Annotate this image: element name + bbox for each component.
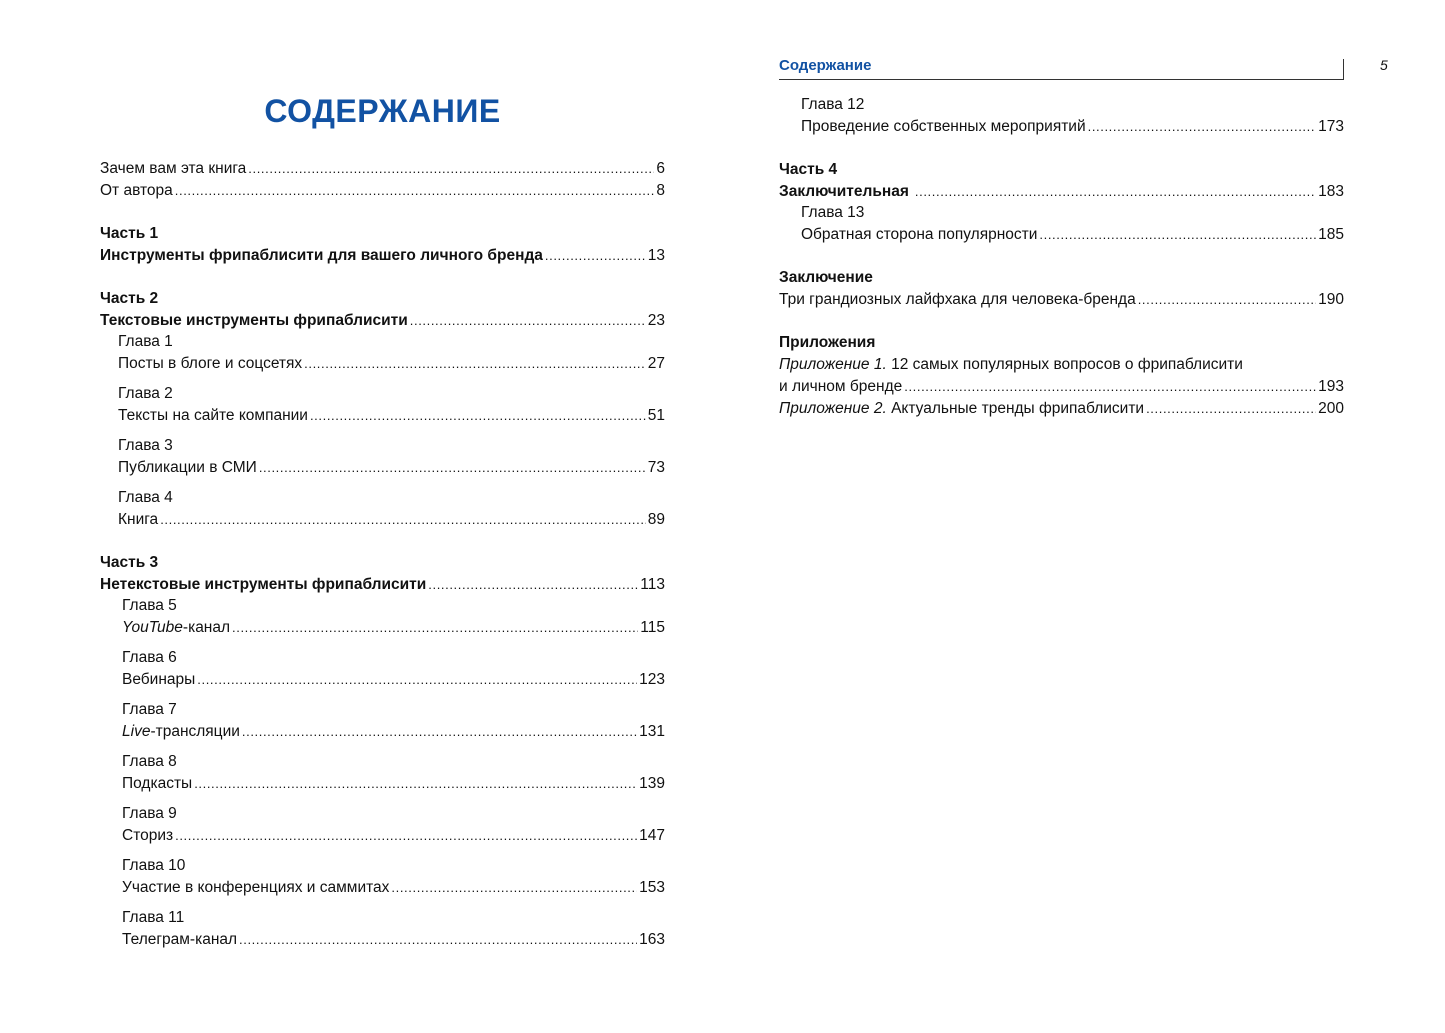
toc-entry-page: 73 (647, 459, 665, 476)
dot-leader (304, 353, 646, 375)
chapter-label-text: Глава 8 (122, 753, 177, 770)
running-head: Содержание (779, 57, 872, 74)
part-label (100, 223, 665, 245)
dot-leader (410, 310, 646, 332)
part-label-text: Часть 2 (100, 290, 159, 307)
dot-leader (428, 574, 638, 596)
toc-entry-page: 139 (639, 775, 665, 792)
toc-entry-appendix2[interactable] (779, 398, 1344, 420)
dot-leader (242, 721, 637, 743)
dot-leader (1039, 224, 1316, 246)
toc-entry-title: Книга (118, 511, 159, 528)
chapter-label (118, 383, 665, 405)
header-rule-tick (1343, 59, 1344, 79)
toc-entry-page: 13 (647, 247, 665, 264)
dot-leader (239, 929, 637, 951)
chapter-label-text: Глава 12 (801, 96, 865, 113)
toc-entry-page: 163 (639, 931, 665, 948)
title-rest: Актуальные тренды фрипаблисити (886, 400, 1145, 417)
toc-entry-page: 183 (1318, 183, 1344, 200)
toc-entry-title: Публикации в СМИ (118, 459, 257, 476)
toc-entry-title: Участие в конференциях и саммитах (122, 879, 390, 896)
part-label (100, 288, 665, 310)
toc-entry-page: 51 (647, 407, 665, 424)
toc-entry-title: Инструменты фрипаблисити для вашего личного бренда (100, 247, 543, 264)
toc-entry-ch11[interactable] (122, 929, 665, 951)
chapter-label-text: Глава 10 (122, 857, 186, 874)
toc-entry-title: Заключительная (779, 183, 909, 200)
toc-entry-page: 23 (647, 312, 665, 329)
dot-leader (391, 877, 637, 899)
chapter-label (801, 94, 1344, 116)
chapter-label (801, 202, 1344, 224)
toc-entry-ch13[interactable] (801, 224, 1344, 246)
chapter-label-text: Глава 5 (122, 597, 177, 614)
toc-entry-part1[interactable] (100, 245, 665, 267)
chapter-label (118, 487, 665, 509)
part-label-text: Часть 3 (100, 554, 159, 571)
toc-entry-title: Вебинары (122, 671, 196, 688)
toc-entry-ch5[interactable] (122, 617, 665, 639)
toc-entry-intro[interactable] (100, 158, 665, 180)
chapter-label (118, 331, 665, 353)
italic-part: YouTube (122, 619, 183, 636)
part-label (779, 267, 1344, 289)
toc-entry-title: Телеграм-канал (122, 931, 238, 948)
appendix1-line1[interactable] (779, 354, 1344, 376)
page-title: СОДЕРЖАНИЕ (264, 93, 501, 129)
right-toc (779, 94, 1344, 434)
chapter-label-text: Глава 6 (122, 649, 177, 666)
dot-leader (915, 181, 1316, 203)
toc-entry-ch7[interactable] (122, 721, 665, 743)
toc-entry-ch8[interactable] (122, 773, 665, 795)
chapter-label-text: Глава 2 (118, 385, 173, 402)
toc-entry-part4[interactable] (779, 181, 1344, 203)
toc-entry-title: Подкасты (122, 775, 193, 792)
page-number: 5 (1380, 57, 1388, 73)
toc-entry-page: 113 (640, 576, 665, 593)
chapter-label (122, 855, 665, 877)
dot-leader (194, 773, 637, 795)
part-label (779, 332, 1344, 354)
part-label (100, 552, 665, 574)
dot-leader (545, 245, 646, 267)
toc-entry-part2[interactable] (100, 310, 665, 332)
toc-entry-page: 153 (639, 879, 665, 896)
dot-leader (232, 617, 638, 639)
chapter-label-text: Глава 13 (801, 204, 865, 221)
chapter-label (122, 907, 665, 929)
left-toc (100, 158, 665, 958)
toc-entry-page: 200 (1318, 400, 1344, 417)
dot-leader (175, 825, 637, 847)
toc-entry-page: 8 (656, 182, 665, 199)
part-label-text: Часть 4 (779, 161, 838, 178)
toc-entry-ch12[interactable] (801, 116, 1344, 138)
dot-leader (259, 457, 646, 479)
toc-entry-title: Проведение собственных мероприятий (801, 118, 1086, 135)
dot-leader (310, 405, 646, 427)
part-label (779, 159, 1344, 181)
chapter-label-text: Глава 4 (118, 489, 173, 506)
chapter-label (122, 595, 665, 617)
toc-entry-title: От автора (100, 182, 173, 199)
chapter-label (122, 699, 665, 721)
dot-leader (248, 158, 654, 180)
toc-entry-title: Текстовые инструменты фрипаблисити (100, 312, 408, 329)
toc-entry-page: 147 (639, 827, 665, 844)
chapter-label-text: Глава 1 (118, 333, 173, 350)
part-label-text: Приложения (779, 334, 876, 351)
toc-entry-page: 131 (639, 723, 665, 740)
toc-entry-title: и личном бренде (779, 378, 903, 395)
title-rest: 12 самых популярных вопросов о фрипаблисити (886, 356, 1243, 373)
toc-entry-part3[interactable] (100, 574, 665, 596)
part-label-text: Заключение (779, 269, 873, 286)
toc-entry-title: Три грандиозных лайфхака для человека-бренда (779, 291, 1136, 308)
toc-entry-page: 27 (647, 355, 665, 372)
toc-entry-title (122, 721, 240, 743)
toc-entry-appendix1[interactable] (779, 376, 1344, 398)
part-label-text: Часть 1 (100, 225, 159, 242)
toc-entry-page: 115 (640, 619, 665, 636)
toc-entry-page: 173 (1318, 118, 1344, 135)
toc-entry-ch2[interactable] (118, 405, 665, 427)
italic-part: Приложение 1. (779, 356, 887, 373)
toc-entry-title (779, 398, 1144, 420)
toc-entry-title (122, 617, 230, 639)
toc-entry-page: 89 (647, 511, 665, 528)
toc-entry-page: 190 (1318, 291, 1344, 308)
dot-leader (1138, 289, 1316, 311)
toc-entry-ch10[interactable] (122, 877, 665, 899)
chapter-label-text: Глава 9 (122, 805, 177, 822)
toc-entry-author[interactable] (100, 180, 665, 202)
toc-entry-title: Посты в блоге и соцсетях (118, 355, 303, 372)
chapter-label-text: Глава 11 (122, 909, 185, 926)
toc-entry-page: 6 (656, 160, 665, 177)
toc-entry-ch3[interactable] (118, 457, 665, 479)
toc-entry-title: Тексты на сайте компании (118, 407, 308, 424)
toc-entry-page: 193 (1318, 378, 1344, 395)
toc-entry-title (779, 354, 1243, 376)
italic-part: Live (122, 723, 151, 740)
chapter-label (122, 751, 665, 773)
dot-leader (1146, 398, 1316, 420)
chapter-label (118, 435, 665, 457)
toc-entry-title: Сториз (122, 827, 174, 844)
chapter-label-text: Глава 7 (122, 701, 177, 718)
toc-entry-ch6[interactable] (122, 669, 665, 691)
dot-leader (160, 509, 646, 531)
title-rest: -канал (182, 619, 231, 636)
italic-part: Приложение 2. (779, 400, 887, 417)
toc-entry-page: 123 (639, 671, 665, 688)
dot-leader (1088, 116, 1317, 138)
toc-entry-page: 185 (1318, 226, 1344, 243)
toc-entry-ch4[interactable] (118, 509, 665, 531)
dot-leader (175, 180, 655, 202)
chapter-label (122, 647, 665, 669)
dot-leader (197, 669, 637, 691)
chapter-label-text: Глава 3 (118, 437, 173, 454)
toc-entry-ch9[interactable] (122, 825, 665, 847)
toc-entry-ch1[interactable] (118, 353, 665, 375)
title-rest: -трансляции (150, 723, 240, 740)
toc-entry-title: Зачем вам эта книга (100, 160, 247, 177)
toc-entry-title: Нетекстовые инструменты фрипаблисити (100, 576, 427, 593)
chapter-label (122, 803, 665, 825)
toc-entry-conclusion[interactable] (779, 289, 1344, 311)
dot-leader (904, 376, 1316, 398)
toc-entry-title: Обратная сторона популярности (801, 226, 1038, 243)
